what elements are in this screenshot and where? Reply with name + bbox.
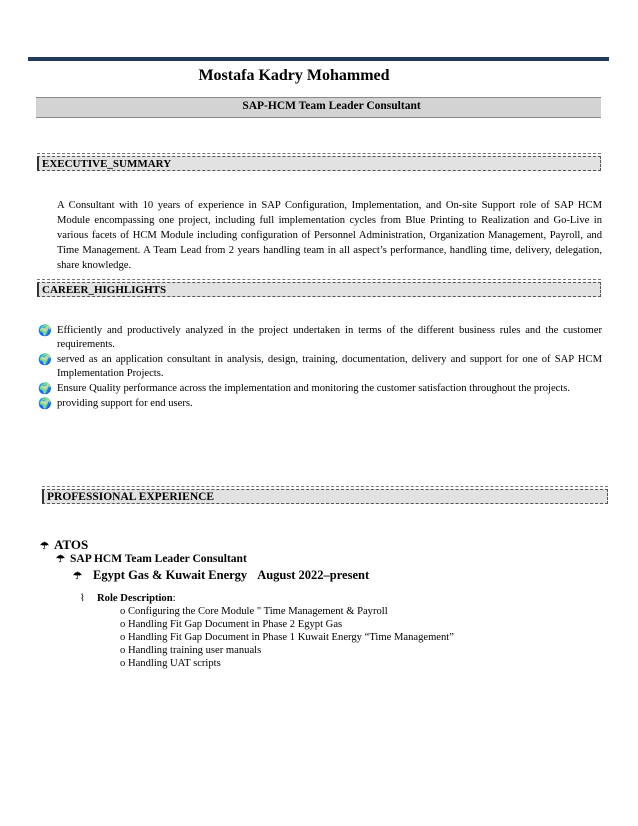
executive-summary-heading: EXECUTIVE_SUMMARY bbox=[37, 156, 601, 171]
role-title: ☂ SAP HCM Team Leader Consultant bbox=[56, 553, 247, 565]
career-highlights-list bbox=[38, 324, 602, 412]
globe-icon: 🌍 bbox=[38, 383, 52, 395]
professional-experience-heading: PROFESSIONAL EXPERIENCE bbox=[42, 489, 608, 504]
list-item: o Handling Fit Gap Document in Phase 2 Egypt Gas bbox=[120, 619, 343, 630]
globe-icon: 🌍 bbox=[38, 398, 52, 410]
role-description-label: Role Description bbox=[97, 593, 173, 604]
client-line bbox=[73, 568, 369, 583]
list-item: 🌍 Efficiently and productively analyzed in the project undertaken in terms of the different business rules and the customer requirements. bbox=[38, 325, 602, 350]
list-item: o Handling Fit Gap Document in Phase 1 Kuwait Energy “Time Management” bbox=[120, 632, 454, 643]
umbrella-icon: ☂ bbox=[73, 571, 82, 582]
list-item: 🌍 served as an application consultant in analysis, design, training, documentation, delivery and support for one of SAP HCM Implementation Projects. bbox=[38, 354, 602, 379]
task-list bbox=[120, 605, 454, 670]
umbrella-icon: ☂ bbox=[40, 541, 49, 552]
executive-summary-text: A Consultant with 10 years of experience in SAP Configuration, Implementation, and On-site Support role of SAP HCM Module encompassing one project, including full implementation cycles from Blue Printing to Realization and Go-Live in various facets of HCM Module including configuration of Personnel Administration, Organization Management, Payroll, and Time Management. A Team Lead from 2 years handling team in all aspect’s performance, handling time, delivery, delegation, share knowledge. bbox=[57, 200, 602, 271]
list-item: o Handling UAT scripts bbox=[120, 658, 221, 669]
globe-icon: 🌍 bbox=[38, 354, 52, 366]
list-item: o Handling training user manuals bbox=[120, 645, 262, 656]
client-name: Egypt Gas & Kuwait Energy bbox=[93, 568, 248, 582]
pin-icon: ⌇ bbox=[80, 593, 85, 604]
umbrella-icon: ☂ bbox=[56, 554, 65, 565]
list-item: o Configuring the Core Module " Time Management & Payroll bbox=[120, 606, 388, 617]
candidate-name: Mostafa Kadry Mohammed bbox=[198, 67, 390, 84]
role-description: ⌇ Role Description: bbox=[80, 593, 176, 604]
employment-date: August 2022–present bbox=[257, 568, 370, 582]
career-highlights-heading: CAREER_HIGHLIGHTS bbox=[37, 282, 601, 297]
globe-icon: 🌍 bbox=[38, 325, 52, 337]
company-name: ☂ ATOS bbox=[40, 537, 89, 552]
job-title: SAP-HCM Team Leader Consultant bbox=[242, 100, 421, 112]
header-rule bbox=[28, 57, 609, 61]
list-item: 🌍 providing support for end users. bbox=[38, 398, 193, 410]
list-item: 🌍 Ensure Quality performance across the implementation and monitoring the customer satisfaction throughout the projects. bbox=[38, 383, 571, 395]
job-title-bar bbox=[36, 97, 601, 118]
